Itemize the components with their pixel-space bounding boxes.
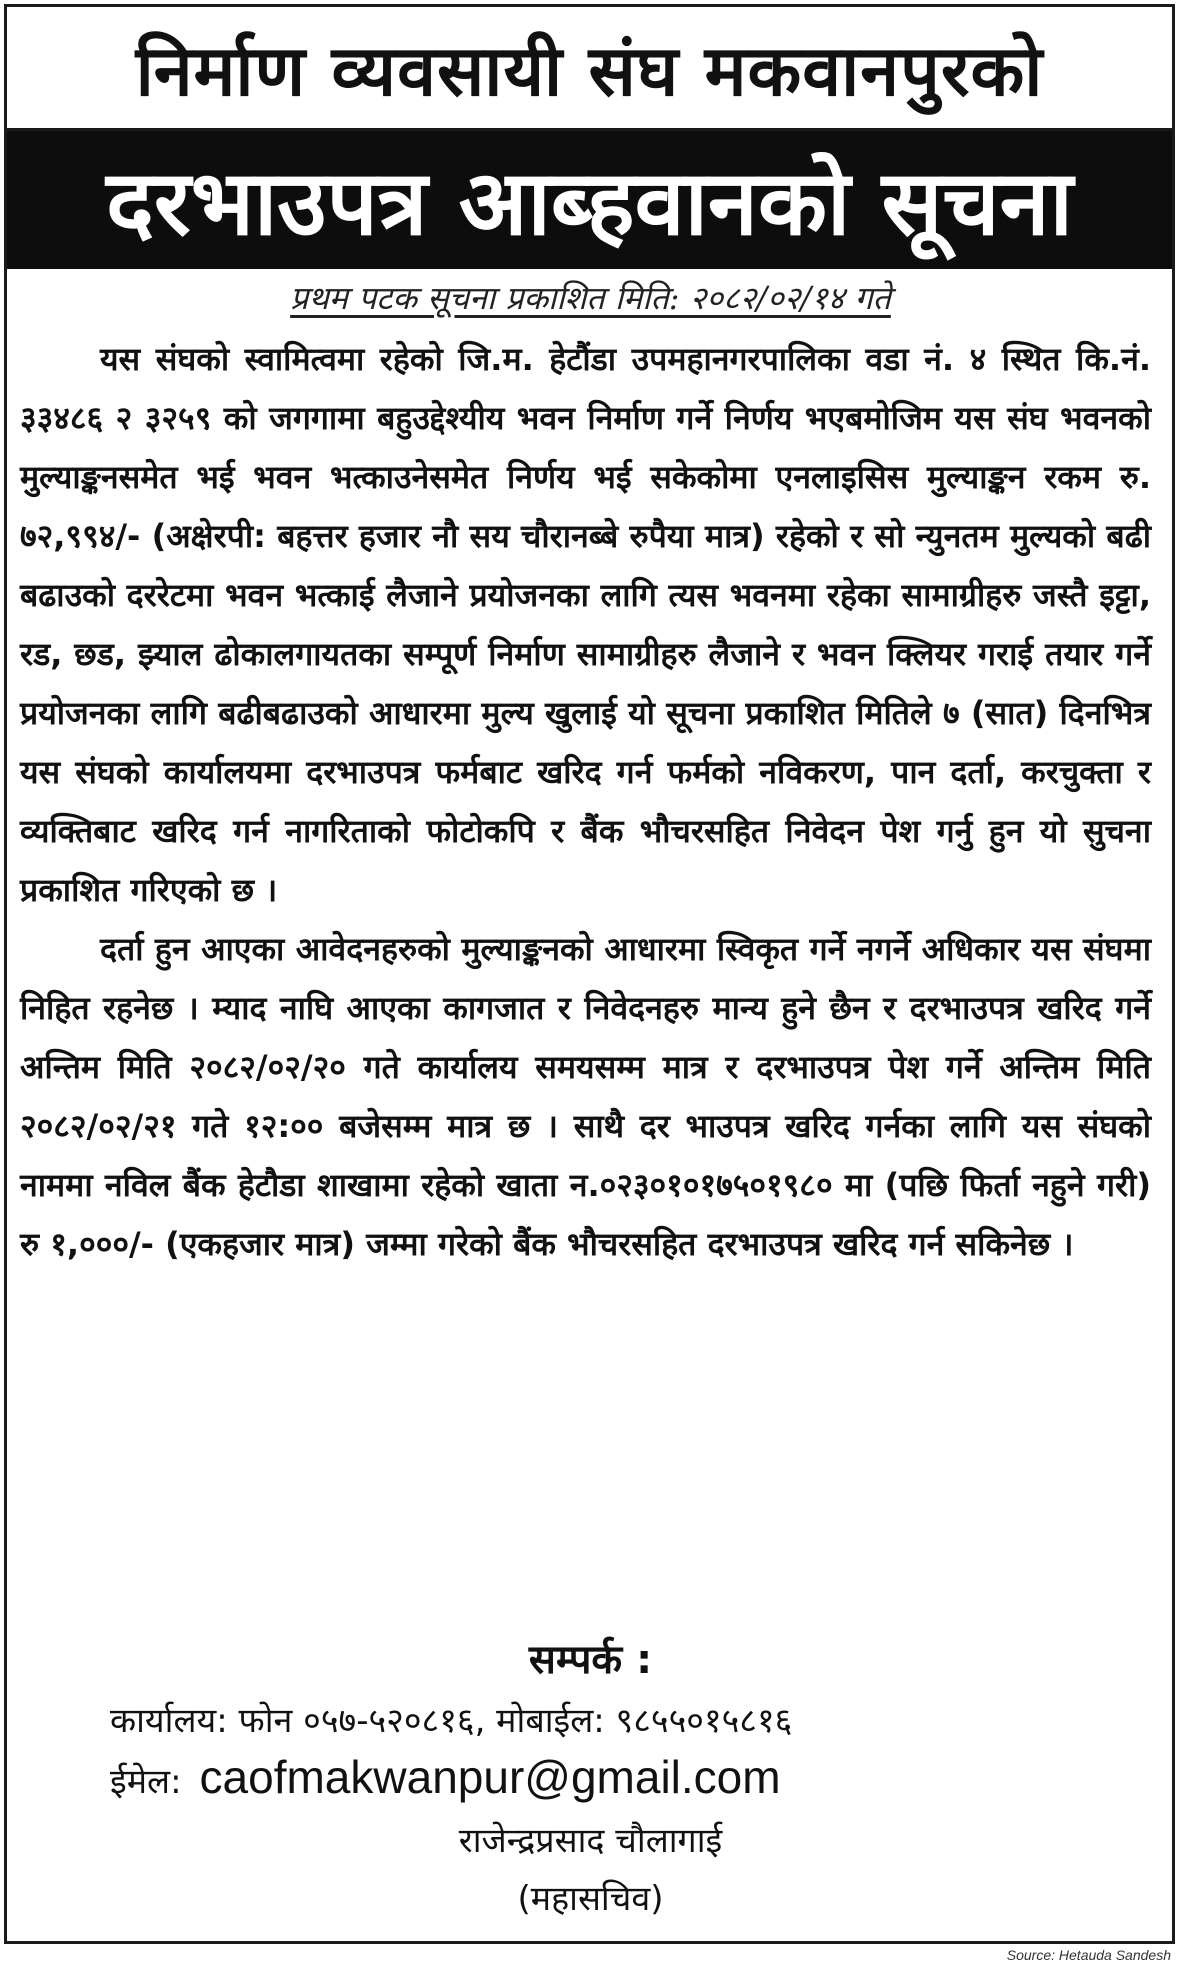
body-paragraph-1: यस संघको स्वामित्वमा रहेको जि.म. हेटौंडा उपमहानगरपालिका वडा नं. ४ स्थित कि.नं. ३३४८६ २ ३२५९ को जगगामा बहुउद्देश्यीय भवन निर्माण गर्ने निर्णय भएबमोजिम यस संघ भवनको मुल्याङ्कनसमेत भई भवन भत्काउनेसमेत निर्णय भई सकेकोमा एनलाइसिस मुल्याङ्कन रकम रु. ७२,९९४/- (अक्षेरपी: बहत्तर हजार नौ सय चौरानब्बे रुपैया मात्र) रहेको र सो न्युनतम मुल्यको बढी बढाउको दररेटमा भवन भत्काई लैजाने प्रयोजनका लागि त्यस भवनमा रहेका सामाग्रीहरु जस्तै इट्टा, रड, छड, झ्याल ढोकालगायतका सम्पूर्ण निर्माण सामाग्रीहरु लैजाने र भवन क्लियर गराई तयार गर्ने प्रयोजनका लागि बढीबढाउको आधारमा मुल्य खुलाई यो सूचना प्रकाशित मितिले ७ (सात) दिनभित्र यस संघको कार्यालयमा दरभाउपत्र फर्मबाट खरिद गर्न फर्मको नविकरण, पान दर्ता, करचुक्ता र व्यक्तिबाट खरिद गर्न नागरिताको फोटोकपि र बैंक भौचरसहित निवेदन पेश गर्नु हुन यो सुचना प्रकाशित गरिएको छ । bbox=[20, 340, 1151, 909]
publication-date bbox=[0, 276, 1181, 319]
signer-name: राजेन्द्रप्रसाद चौलागाई bbox=[458, 1821, 723, 1861]
contact-heading: सम्पर्क : bbox=[528, 1637, 653, 1683]
notice-body bbox=[20, 330, 1151, 1274]
organization-title: निर्माण व्यवसायी संघ मकवानपुरको bbox=[7, 7, 1172, 131]
email-label: ईमेल: bbox=[110, 1762, 182, 1802]
email-address: caofmakwanpur@gmail.com bbox=[199, 1751, 781, 1803]
signer-designation: (महासचिव) bbox=[517, 1879, 664, 1919]
source-credit: Source: Hetauda Sandesh bbox=[1006, 1947, 1171, 1963]
contact-email-line bbox=[110, 1750, 781, 1804]
publication-date-text: प्रथम पटक सूचना प्रकाशित मिति: २०८२/०२/१४ गते bbox=[290, 279, 891, 317]
notice-banner: दरभाउपत्र आब्हवानको सूचना bbox=[7, 131, 1172, 269]
contact-office-line: कार्यालय: फोन ०५७-५२०८१६, मोबाईल: ९८५५०१५८१६ bbox=[110, 1701, 793, 1741]
body-paragraph-2: दर्ता हुन आएका आवेदनहरुको मुल्याङ्कनको आधारमा स्विकृत गर्ने नगर्ने अधिकार यस संघमा निहित रहनेछ । म्याद नाघि आएका कागजात र निवेदनहरु मान्य हुने छैन र दरभाउपत्र खरिद गर्ने अन्तिम मिति २०८२/०२/२० गते कार्यालय समयसम्म मात्र र दरभाउपत्र पेश गर्ने अन्तिम मिति २०८२/०२/२१ गते १२:०० बजेसम्म मात्र छ । साथै दर भाउपत्र खरिद गर्नका लागि यस संघको नाममा नविल बैंक हेटौडा शाखामा रहेको खाता न.०२३०१०१७५०१९८० मा (पछि फिर्ता नहुने गरी) रु १,०००/- (एकहजार मात्र) जम्मा गरेको बैंक भौचरसहित दरभाउपत्र खरिद गर्न सकिनेछ । bbox=[20, 930, 1151, 1263]
